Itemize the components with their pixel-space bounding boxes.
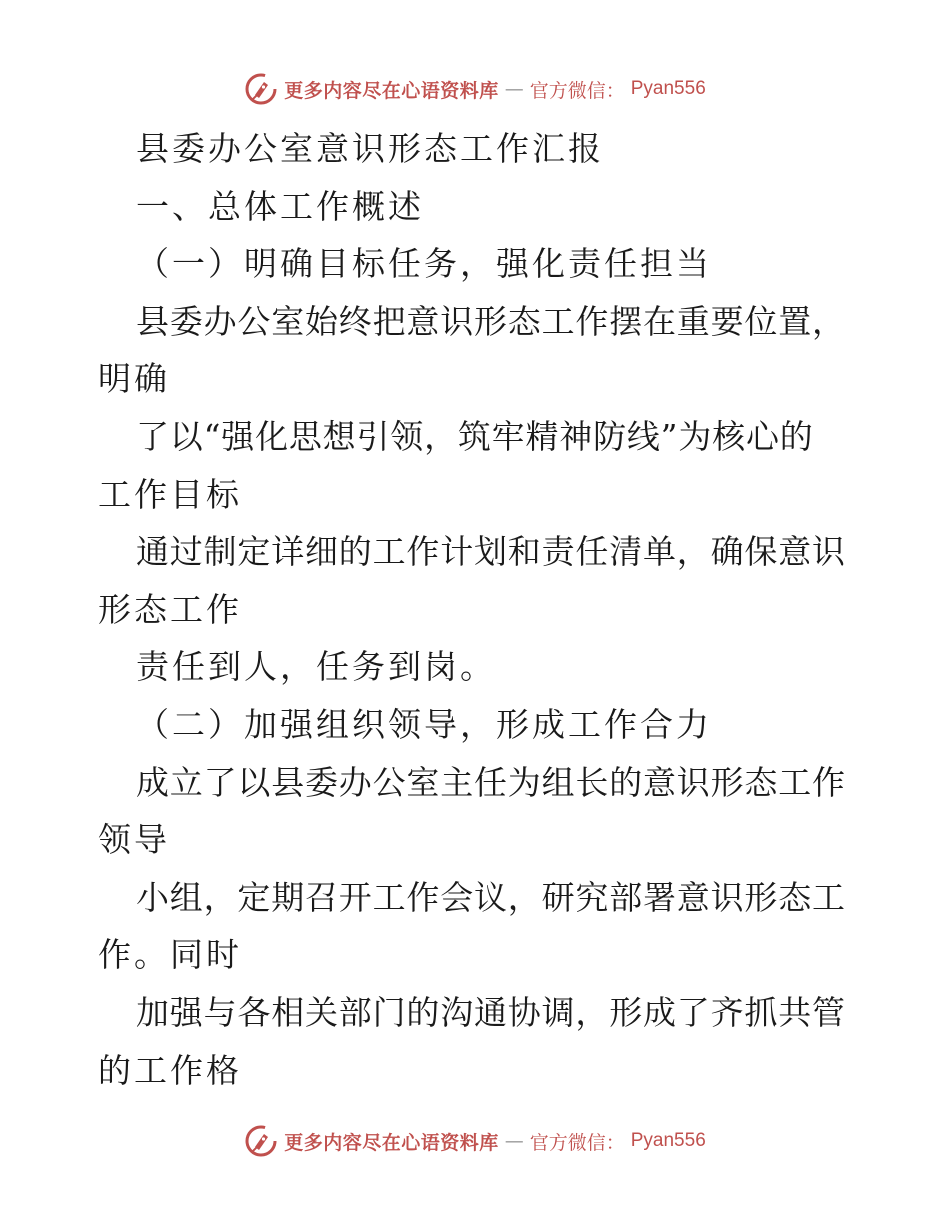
footer-watermark (0, 1124, 950, 1158)
paragraph-line: 县委办公室始终把意识形态工作摆在重要位置， (136, 301, 846, 341)
paragraph-line: 工作目标 (98, 474, 242, 514)
document-title: 县委办公室意识形态工作汇报 (136, 129, 604, 168)
pen-nib-seal-icon (244, 1124, 278, 1158)
watermark-dash: — (504, 78, 524, 100)
paragraph-line: 责任到人，任务到岗。 (136, 647, 496, 687)
paragraph-line: 加强与各相关部门的沟通协调，形成了齐抓共管 (136, 992, 846, 1032)
watermark-main-text: 更多内容尽在心语资料库 (284, 79, 499, 102)
watermark-wechat-id: Pyan556 (630, 78, 706, 99)
document-body (98, 120, 858, 1099)
paragraph-line: 了以“强化思想引领，筑牢精神防线”为核心的 (136, 416, 814, 456)
section-heading-1: 一、总体工作概述 (136, 186, 424, 226)
pen-nib-seal-icon (244, 72, 278, 106)
paragraph-line: 作。同时 (98, 935, 242, 975)
paragraph-line: 成立了以县委办公室主任为组长的意识形态工作 (136, 762, 846, 802)
subsection-heading-1: （一）明确目标任务，强化责任担当 (136, 244, 712, 284)
paragraph-line: 形态工作 (98, 589, 242, 629)
watermark-wechat-id: Pyan556 (630, 1130, 706, 1151)
paragraph-line: 领导 (98, 820, 170, 860)
paragraph-line: 小组，定期召开工作会议，研究部署意识形态工 (136, 877, 846, 917)
header-watermark (0, 72, 950, 106)
paragraph-line: 通过制定详细的工作计划和责任清单，确保意识 (136, 532, 846, 572)
paragraph-line: 的工作格 (98, 1050, 242, 1090)
paragraph-line: 明确 (98, 359, 170, 399)
watermark-aux-text: 官方微信： (529, 79, 625, 102)
subsection-heading-2: （二）加强组织领导，形成工作合力 (136, 704, 712, 744)
watermark-dash: — (504, 1130, 524, 1152)
watermark-aux-text: 官方微信： (529, 1131, 625, 1154)
watermark-main-text: 更多内容尽在心语资料库 (284, 1131, 499, 1154)
